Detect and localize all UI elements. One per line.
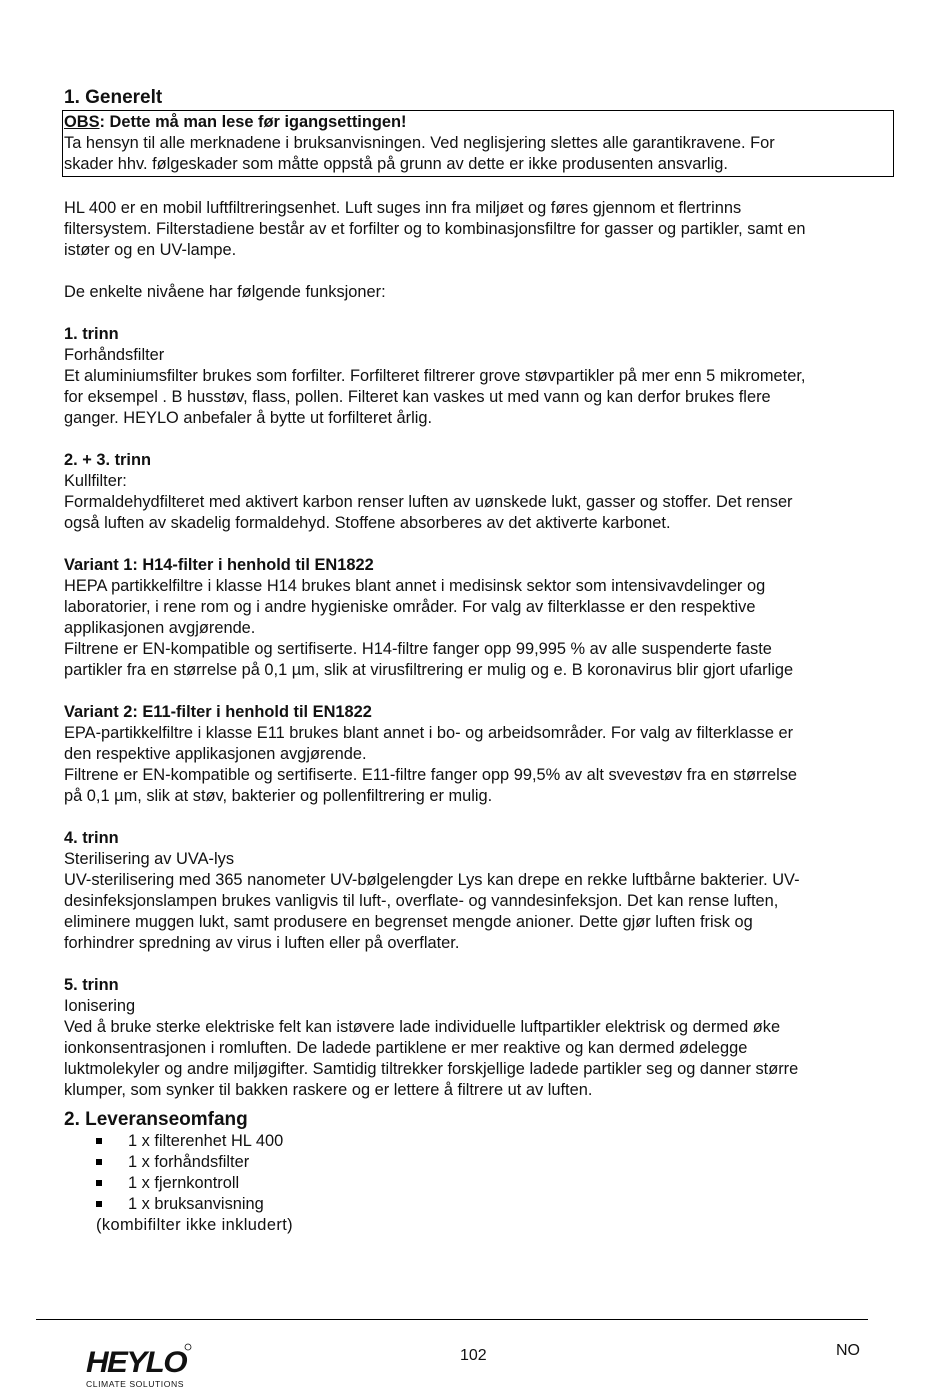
- obs-label: OBS: [64, 113, 100, 131]
- stage-line: laboratorier, i rene rom og i andre hygieniske områder. For valg av filterklasse er den respektive: [64, 598, 756, 616]
- logo-tagline: CLIMATE SOLUTIONS: [86, 1380, 184, 1389]
- delivery-list: [64, 1131, 894, 1215]
- stage-line: UV-sterilisering med 365 nanometer UV-bølgelengder Lys kan drepe en rekke luftbårne bakterier. UV-: [64, 871, 800, 889]
- stage-line: ganger. HEYLO anbefaler å bytte ut forfilteret årlig.: [64, 409, 433, 427]
- intro-line: filtersystem. Filterstadiene består av et forfilter og to kombinasjonsfiltre for gasser og partikler, samt en: [64, 220, 806, 238]
- stage-title: 2. + 3. trinn: [64, 451, 151, 469]
- obs-line: Ta hensyn til alle merknadene i bruksanvisningen. Ved neglisjering slettes alle garantikravene. For: [64, 134, 775, 152]
- stage-title: Variant 2: E11-filter i henhold til EN1822: [64, 703, 372, 721]
- stage-line: EPA-partikkelfiltre i klasse E11 brukes blant annet i bo- og arbeidsområder. For valg av filterklasse er: [64, 724, 794, 742]
- delivery-note: (kombifilter ikke inkludert): [96, 1216, 294, 1234]
- stage-subtitle: Forhåndsfilter: [64, 346, 165, 364]
- stage-line: Ved å bruke sterke elektriske felt kan istøvere lade individuelle luftpartikler elektrisk og dermed øke: [64, 1018, 781, 1036]
- list-item: 1 x bruksanvisning: [96, 1194, 894, 1215]
- stage-line: forhindrer spredning av virus i luften eller på overflater.: [64, 934, 460, 952]
- bullet-icon: [96, 1159, 102, 1165]
- bullet-icon: [96, 1180, 102, 1186]
- stage-line: også luften av skadelig formaldehyd. Stoffene absorberes av det aktiverte karbonet.: [64, 514, 671, 532]
- stage-line: eliminere muggen lukt, samt produsere en begrenset mengde anioner. Dette gjør luften frisk og: [64, 913, 753, 931]
- language-code: NO: [836, 1342, 860, 1359]
- stage-title: 1. trinn: [64, 325, 119, 343]
- stage-line: luktmolekyler og andre miljøgifter. Samtidig tiltrekker forskjellige ladede partikler seg og danner større: [64, 1060, 799, 1078]
- stage-line: Formaldehydfilteret med aktivert karbon renser luften av uønskede lukt, gasser og stoffer. Det renser: [64, 493, 793, 511]
- page-number: 102: [460, 1347, 487, 1364]
- section-heading-delivery: 2. Leveranseomfang: [64, 1109, 248, 1130]
- list-item: 1 x forhåndsfilter: [96, 1152, 894, 1173]
- logo-wordmark: HEYLO: [86, 1346, 188, 1379]
- obs-title-text: : Dette må man lese før igangsettingen!: [99, 113, 407, 131]
- obs-line: skader hhv. følgeskader som måtte oppstå på grunn av dette er ikke produsenten ansvarlig.: [64, 155, 728, 173]
- document-page: [64, 86, 894, 1236]
- stage-line: på 0,1 µm, slik at støv, bakterier og pollenfiltrering er mulig.: [64, 787, 493, 805]
- footer-divider: [36, 1319, 868, 1320]
- stage-line: den respektive applikasjonen avgjørende.: [64, 745, 367, 763]
- stage-line: Filtrene er EN-kompatible og sertifiserte. H14-filtre fanger opp 99,995 % av alle suspenderte faste: [64, 640, 772, 658]
- stage-line: HEPA partikkelfiltre i klasse H14 brukes blant annet i medisinsk sektor som intensivavdelinger og: [64, 577, 766, 595]
- stage-line: klumper, som synker til bakken raskere og er lettere å filtrere ut av luften.: [64, 1081, 593, 1099]
- list-item: 1 x fjernkontroll: [96, 1173, 894, 1194]
- bullet-icon: [96, 1201, 102, 1207]
- stage-title: 4. trinn: [64, 829, 119, 847]
- stage-subtitle: Kullfilter:: [64, 472, 127, 490]
- stage-title: Variant 1: H14-filter i henhold til EN1822: [64, 556, 374, 574]
- stage-line: applikasjonen avgjørende.: [64, 619, 256, 637]
- intro-line: istøter og en UV-lampe.: [64, 241, 237, 259]
- stage-line: desinfeksjonslampen brukes vanligvis til luft-, overflate- og vanndesinfeksjon. Det kan rense luften,: [64, 892, 779, 910]
- heylo-logo-icon: [84, 1340, 194, 1390]
- stage-title: 5. trinn: [64, 976, 119, 994]
- obs-notice-box: [62, 110, 894, 177]
- stage-subtitle: Ionisering: [64, 997, 136, 1015]
- bullet-icon: [96, 1138, 102, 1144]
- stage-line: ionkonsentrasjonen i romluften. De ladede partiklene er mer reaktive og kan dermed ødelegge: [64, 1039, 748, 1057]
- levels-intro: De enkelte nivåene har følgende funksjoner:: [64, 283, 386, 301]
- stage-line: Filtrene er EN-kompatible og sertifiserte. E11-filtre fanger opp 99,5% av alt svevestøv fra en størrelse: [64, 766, 798, 784]
- intro-line: HL 400 er en mobil luftfiltreringsenhet. Luft suges inn fra miljøet og føres gjennom et flertrinns: [64, 199, 742, 217]
- list-item: 1 x filterenhet HL 400: [96, 1131, 894, 1152]
- obs-title: [64, 112, 893, 133]
- stage-line: partikler fra en størrelse på 0,1 µm, slik at virusfiltrering er mulig og e. B koronavirus blir gjort ufarlige: [64, 661, 794, 679]
- stage-line: Et aluminiumsfilter brukes som forfilter. Forfilteret filtrerer grove støvpartikler på mer enn 5 mikrometer,: [64, 367, 806, 385]
- stage-subtitle: Sterilisering av UVA-lys: [64, 850, 235, 868]
- section-heading-general: 1. Generelt: [64, 87, 163, 108]
- stage-line: for eksempel . B husstøv, flass, pollen. Filteret kan vaskes ut med vann og kan derfor brukes flere: [64, 388, 771, 406]
